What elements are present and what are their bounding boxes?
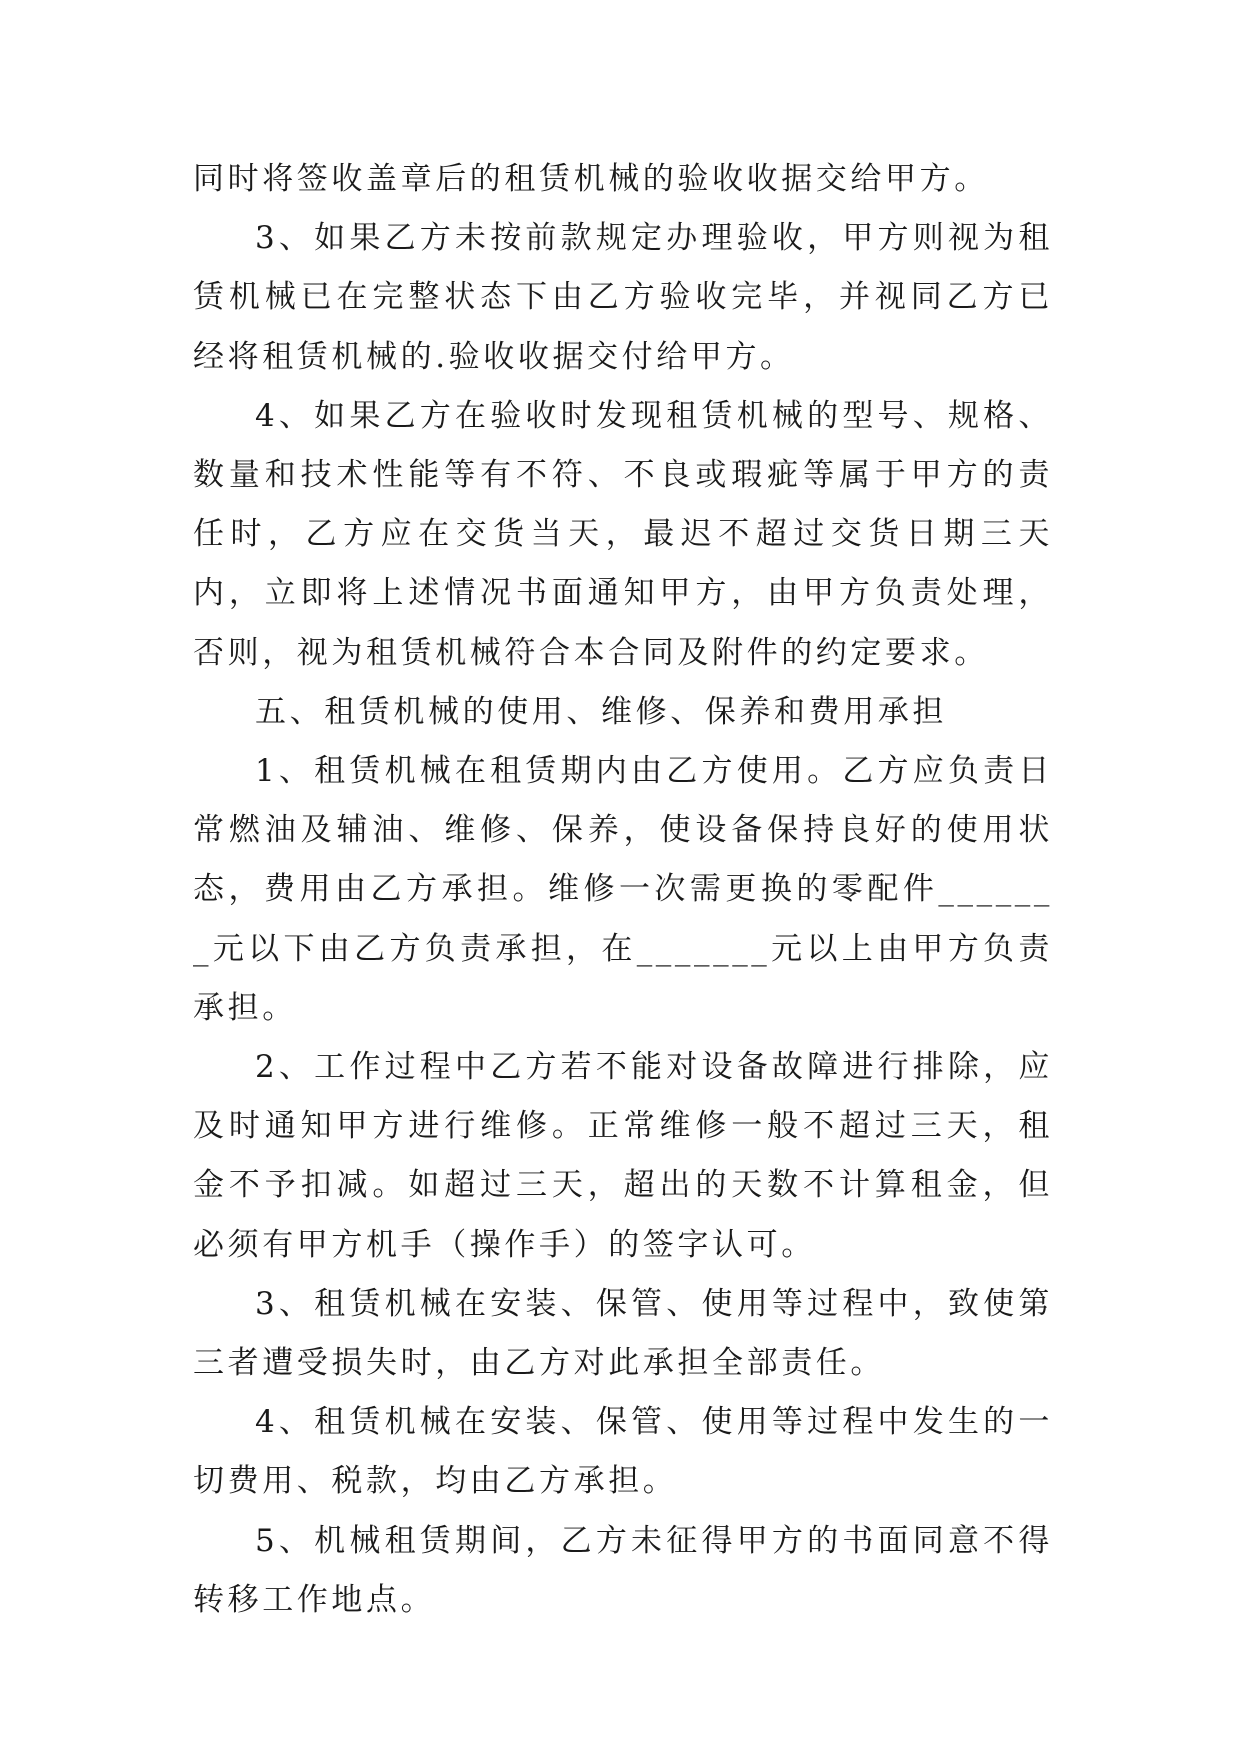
paragraph-clause-5-5: 5、机械租赁期间，乙方未征得甲方的书面同意不得转移工作地点。 [193,1522,1053,1618]
paragraph-clause-5-4: 4、租赁机械在安装、保管、使用等过程中发生的一切费用、税款，均由乙方承担。 [193,1404,1053,1500]
paragraph-clause-5-1: 1、租赁机械在租赁期内由乙方使用。乙方应负责日常燃油及辅油、维修、保养，使设备保持良好的使用状态，费用由乙方承担。维修一次需更换的零配件_______元以下由乙方负责承担，在_______元以上由甲方负责承担。 [193,753,1053,1026]
paragraph-continuation: 同时将签收盖章后的租赁机械的验收收据交给甲方。 [193,161,989,197]
paragraph-clause-5-3: 3、租赁机械在安装、保管、使用等过程中，致使第三者遭受损失时，由乙方对此承担全部责任。 [193,1285,1053,1382]
document-body [193,150,1053,1630]
paragraph-clause-5-2: 2、工作过程中乙方若不能对设备故障进行排除，应及时通知甲方进行维修。正常维修一般不超过三天，租金不予扣减。如超过三天，超出的天数不计算租金，但必须有甲方机手（操作手）的签字认可。 [193,1049,1053,1263]
paragraph-clause-4-4: 4、如果乙方在验收时发现租赁机械的型号、规格、数量和技术性能等有不符、不良或瑕疵等属于甲方的责任时，乙方应在交货当天，最迟不超过交货日期三天内，立即将上述情况书面通知甲方，由甲方负责处理，否则，视为租赁机械符合本合同及附件的约定要求。 [193,397,1053,671]
section-heading-5: 五、租赁机械的使用、维修、保养和费用承担 [255,693,947,730]
paragraph-clause-4-3: 3、如果乙方未按前款规定办理验收，甲方则视为租赁机械已在完整状态下由乙方验收完毕，并视同乙方已经将租赁机械的.验收收据交付给甲方。 [193,220,1053,375]
